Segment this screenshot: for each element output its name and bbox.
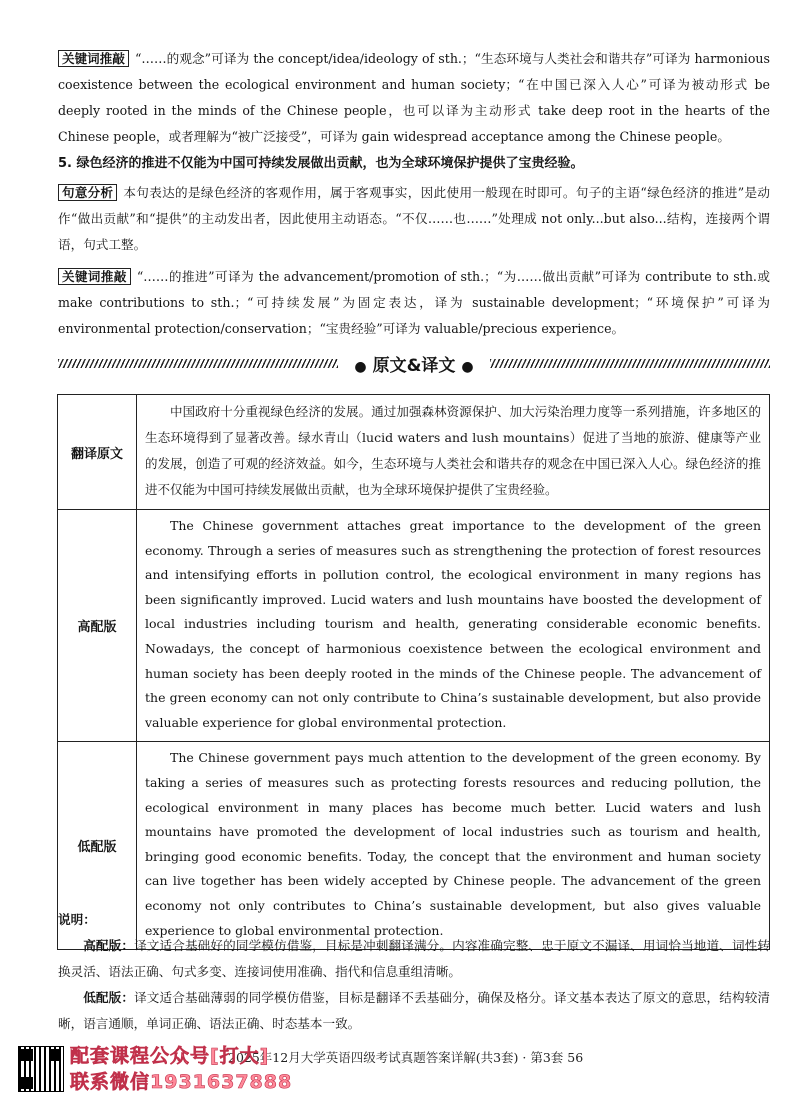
watermark-line-2: 联系微信1931637888 bbox=[70, 1071, 293, 1093]
page-info: 2025年12月大学英语四级考试真题答案详解(共3套) · 第3套 56 bbox=[228, 1050, 584, 1065]
bullet-icon: ● bbox=[461, 358, 474, 375]
high-version-text: The Chinese government attaches great importance to the development of the green economy. Through a series of measures such as strengthening the protection of forest resources and intensifying efforts in pollution control, the ecological environment in many regions has been significantly improved. Lucid waters and lush mountains have boosted the development of local industries including tourism and health, generating considerable economic benefits. Nowadays, the concept of harmonious coexistence between the ecological environment and human society has been deeply rooted in the minds of the Chinese people. The advancement of the green economy can not only contribute to China’s sustainable development, but also provide valuable experience for global environmental protection. bbox=[137, 510, 770, 742]
section-divider bbox=[58, 350, 770, 376]
note-high-text: 译文适合基础好的同学模仿借鉴，目标是冲刺翻译满分。内容准确完整、忠于原文不漏译、用词恰当地道、词性转换灵活、语法正确、句式多变、连接词使用准确、指代和信息重组清晰。 bbox=[58, 938, 771, 979]
qr-code-icon[interactable] bbox=[18, 1046, 64, 1092]
note-low-label: 低配版： bbox=[83, 990, 135, 1005]
table-row bbox=[58, 395, 770, 510]
hatch-left bbox=[58, 359, 338, 368]
keywords-tag: 关键词推敲 bbox=[58, 50, 129, 67]
notes-section bbox=[58, 907, 770, 1037]
row-label-high: 高配版 bbox=[58, 510, 137, 742]
analysis-paragraph bbox=[58, 180, 770, 258]
low-version-text: The Chinese government pays much attention to the development of the green economy. By taking a series of measures such as protecting forests resources and reducing pollution, the ecological environment in many places has become much better. Lucid waters and lush mountains have promoted the development of local industries such as tourism and health, bringing good economic benefits. Today, the concept that the environment and human society can live together has been widely accepted by Chinese people. The advancement of the green economy not only contributes to China’s sustainable development, but also gives valuable experience to global environmental protection. bbox=[137, 742, 770, 950]
note-low-text: 译文适合基础薄弱的同学模仿借鉴，目标是翻译不丢基础分，确保及格分。译文基本表达了原文的意思，结构较清晰，语言通顺，单词正确、语法正确、时态基本一致。 bbox=[58, 990, 771, 1031]
analysis-tag: 句意分析 bbox=[58, 184, 117, 201]
keywords-text: “……的推进”可译为 the advancement/promotion of sth.；“为……做出贡献”可译为 contribute to sth.或 make contributions to sth.；“可持续发展”为固定表达，译为 sustainable development；“环境保护”可译为 environmental protection/conservation；“宝贵经验”可译为 valuable/precious experience。 bbox=[58, 269, 770, 336]
row-label-original: 翻译原文 bbox=[58, 395, 137, 510]
keywords-tag: 关键词推敲 bbox=[58, 268, 131, 285]
item-5-sentence: 5. 绿色经济的推进不仅能为中国可持续发展做出贡献，也为全球环境保护提供了宝贵经验。 bbox=[58, 156, 584, 171]
watermark-line-1: 配套课程公众号[打大] bbox=[70, 1045, 270, 1067]
translation-table bbox=[57, 394, 770, 950]
keywords-paragraph-top bbox=[58, 46, 770, 150]
footer bbox=[0, 1038, 800, 1098]
analysis-text: 本句表达的是绿色经济的客观作用，属于客观事实，因此使用一般现在时即可。句子的主语“绿色经济的推进”是动作“做出贡献”和“提供”的主动发出者，因此使用主动语态。“不仅……也……”处理成 not only...but also...结构，连接两个谓语，句式工整。 bbox=[58, 185, 770, 252]
table-row bbox=[58, 510, 770, 742]
hatch-right bbox=[490, 359, 770, 368]
row-label-low: 低配版 bbox=[58, 742, 137, 950]
keywords-text: “……的观念”可译为 the concept/idea/ideology of sth.；“生态环境与人类社会和谐共存”可译为 harmonious coexistence between the ecological environment and human society；“在中国已深入人心”可译为被动形式 be deeply rooted in the minds of the Chinese people，也可以译为主动形式 take deep root in the hearts of the Chinese people，或者理解为“被广泛接受”，可译为 gain widespread acceptance among the Chinese people。 bbox=[58, 51, 770, 144]
bullet-icon: ● bbox=[354, 358, 367, 375]
note-high-label: 高配版： bbox=[83, 938, 135, 953]
section-title-text: 原文&译文 bbox=[372, 355, 456, 376]
note-high bbox=[58, 933, 770, 985]
original-text: 中国政府十分重视绿色经济的发展。通过加强森林资源保护、加大污染治理力度等一系列措施，许多地区的生态环境得到了显著改善。绿水青山（lucid waters and lush mountains）促进了当地的旅游、健康等产业的发展，创造了可观的经济效益。如今，生态环境与人类社会和谐共存的观念在中国已深入人心。绿色经济的推进不仅能为中国可持续发展做出贡献，也为全球环境保护提供了宝贵经验。 bbox=[137, 395, 770, 510]
keywords-paragraph-5 bbox=[58, 264, 770, 342]
section-title bbox=[338, 351, 489, 376]
note-low bbox=[58, 985, 770, 1037]
notes-heading: 说明： bbox=[58, 912, 96, 927]
